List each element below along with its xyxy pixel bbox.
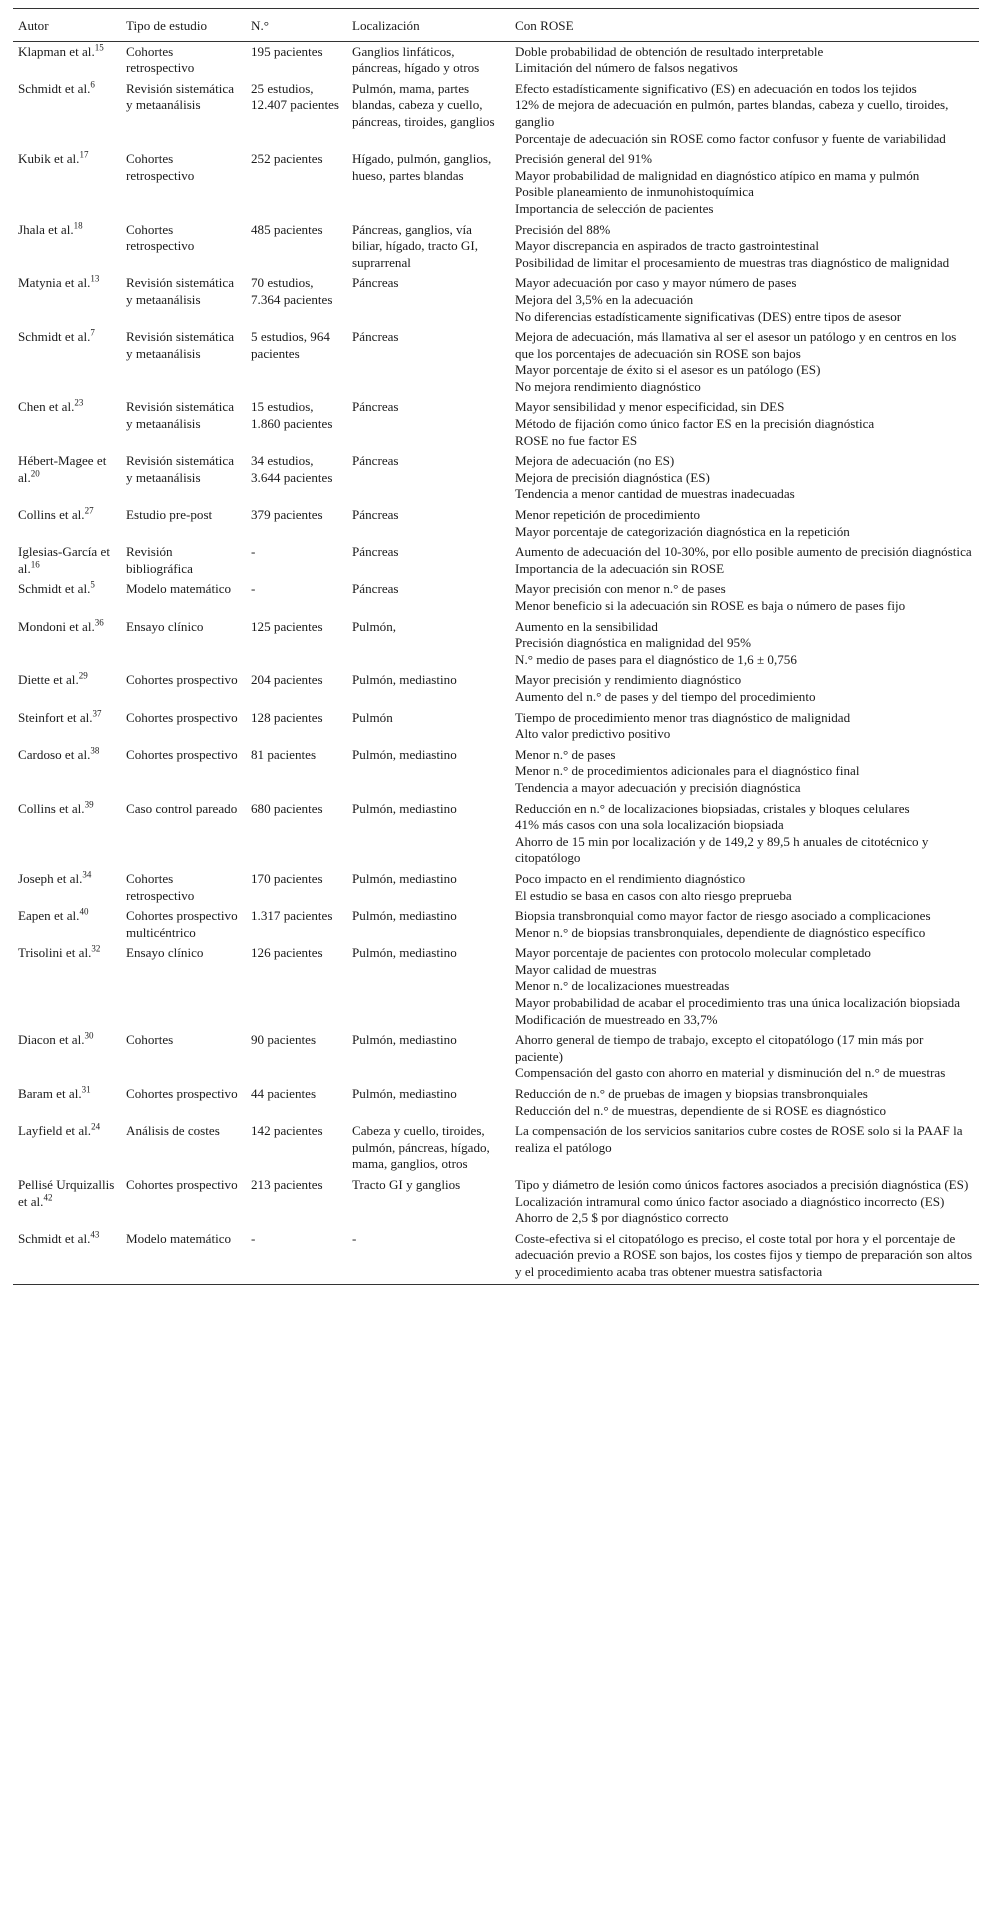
rose-finding: La compensación de los servicios sanitarios cubre costes de ROSE solo si la PAAF la realiza el patólogo: [515, 1123, 963, 1155]
cell-con-rose: [510, 149, 979, 219]
rose-finding: Precisión del 88%: [515, 221, 611, 237]
rose-finding: Mayor probabilidad de malignidad en diagnóstico atípico en mama y pulmón: [515, 167, 920, 183]
rose-finding: Reducción de n.° de pruebas de imagen y biopsias transbronquiales: [515, 1086, 868, 1102]
cell-con-rose: [510, 505, 979, 542]
rose-finding: Mayor discrepancia en aspirados de tracto gastrointestinal: [515, 238, 819, 254]
cell-tipo-estudio: Cohortes retrospectivo: [126, 870, 195, 903]
cell-n: 379 pacientes: [251, 507, 323, 523]
cell-tipo-estudio: Cohortes prospectivo: [126, 1086, 238, 1102]
author-name: Diette et al.: [18, 672, 79, 688]
table-row: [13, 273, 979, 327]
author-name: Hébert-Magee et al.: [18, 453, 107, 485]
author-name: Baram et al.: [18, 1086, 82, 1102]
cell-con-rose: [510, 943, 979, 1030]
cell-localizacion: Hígado, pulmón, ganglios, hueso, partes blandas: [352, 151, 492, 183]
cell-tipo-estudio: Cohortes prospectivo: [126, 672, 238, 688]
cell-tipo-estudio: Modelo matemático: [121, 1229, 246, 1284]
rose-finding: Limitación del número de falsos negativos: [515, 60, 738, 76]
reference-number: 31: [81, 1084, 91, 1095]
cell-localizacion: Páncreas: [352, 453, 399, 469]
rose-finding: Menor repetición de procedimiento: [515, 507, 701, 523]
cell-localizacion: Páncreas: [352, 581, 399, 597]
rose-finding: Menor n.° de procedimientos adicionales para el diagnóstico final: [515, 763, 860, 779]
rose-finding: Ahorro de 15 min por localización y de 149,2 y 89,5 h anuales de citotécnico y citopatólogo: [515, 833, 929, 866]
reference-number: 27: [84, 505, 94, 516]
rose-finding: Posibilidad de limitar el procesamiento de muestras tras diagnóstico de malignidad: [515, 254, 950, 270]
rose-finding: Importancia de la adecuación sin ROSE: [515, 560, 725, 576]
header-autor: Autor: [13, 9, 121, 42]
cell-localizacion: Pulmón, mediastino: [352, 672, 457, 688]
cell-localizacion: Pulmón, mediastino: [352, 746, 457, 762]
cell-con-rose: [510, 273, 979, 327]
cell-tipo-estudio: Cohortes prospectivo: [126, 1177, 238, 1192]
cell-localizacion: Pulmón, mediastino: [352, 1086, 457, 1102]
reference-number: 38: [90, 745, 100, 756]
table-row: [13, 505, 979, 542]
cell-con-rose: [510, 708, 979, 745]
rose-finding: Aumento en la sensibilidad: [515, 618, 658, 634]
rose-finding: Mayor porcentaje de categorización diagnóstica en la repetición: [515, 523, 850, 539]
rose-finding: Importancia de selección de pacientes: [515, 200, 714, 216]
cell-con-rose: [510, 397, 979, 451]
cell-autor: [13, 708, 121, 745]
cell-n: -: [251, 581, 256, 597]
reference-number: 5: [90, 580, 95, 591]
author-name: Schmidt et al.: [18, 581, 91, 597]
cell-con-rose: [510, 327, 979, 397]
table-row: [13, 1175, 979, 1229]
cell-autor: [13, 906, 121, 943]
cell-tipo-estudio: Cohortes retrospectivo: [126, 221, 195, 254]
rose-finding: Mejora de adecuación, más llamativa al ser el asesor un patólogo y en centros en los que los porcentajes de adecuación sin ROSE son bajos: [515, 329, 957, 361]
cell-tipo-estudio: Cohortes retrospectivo: [126, 43, 195, 76]
cell-con-rose: [510, 1175, 979, 1229]
cell-autor: [13, 1030, 121, 1084]
rose-finding: Método de fijación como único factor ES en la precisión diagnóstica: [515, 416, 875, 432]
cell-tipo-estudio: Análisis de costes: [126, 1123, 220, 1139]
reference-number: 7: [90, 327, 95, 338]
cell-n: 1.317 pacientes: [251, 908, 333, 924]
author-name: Pellisé Urquizallis et al.: [18, 1177, 115, 1209]
cell-con-rose: [510, 869, 979, 906]
rose-finding: Menor beneficio si la adecuación sin ROSE es baja o número de pases fijo: [515, 598, 906, 613]
cell-con-rose: [510, 451, 979, 505]
cell-autor: [13, 41, 121, 79]
rose-finding: Mayor porcentaje de pacientes con protocolo molecular completado: [515, 945, 871, 961]
author-name: Schmidt et al.: [18, 1230, 91, 1246]
cell-n: -: [251, 544, 256, 560]
cell-tipo-estudio: Revisión bibliográfica: [126, 544, 193, 576]
cell-tipo-estudio: Revisión sistemática y metaanálisis: [126, 329, 235, 361]
cell-n: 5 estudios, 964 pacientes: [251, 329, 330, 361]
cell-n: 125 pacientes: [251, 618, 323, 634]
cell-autor: [13, 1175, 121, 1229]
cell-n: 81 pacientes: [251, 746, 317, 762]
table-row: [13, 906, 979, 943]
cell-n: 170 pacientes: [251, 870, 323, 886]
cell-n: 485 pacientes: [251, 221, 323, 237]
cell-localizacion: Páncreas: [352, 329, 399, 345]
author-name: Steinfort et al.: [18, 709, 93, 725]
table-row: [13, 617, 979, 671]
cell-tipo-estudio: Cohortes prospectivo multicéntrico: [126, 908, 238, 940]
rose-finding: Mejora de precisión diagnóstica (ES): [515, 469, 710, 485]
cell-autor: [13, 451, 121, 505]
cell-localizacion: Pulmón, mediastino: [352, 1032, 457, 1048]
cell-n: -: [246, 1229, 347, 1284]
reference-number: 24: [91, 1121, 101, 1132]
author-name: Matynia et al.: [18, 275, 91, 291]
rose-finding: Doble probabilidad de obtención de resultado interpretable: [515, 43, 824, 59]
table-row: [13, 220, 979, 274]
cell-tipo-estudio: Cohortes: [126, 1032, 174, 1048]
rose-finding: Poco impacto en el rendimiento diagnóstico: [515, 870, 746, 886]
rose-finding: Alto valor predictivo positivo: [515, 726, 671, 742]
table-body: [13, 41, 979, 1284]
author-name: Jhala et al.: [18, 221, 74, 237]
cell-localizacion: Páncreas, ganglios, vía biliar, hígado, tracto GI, suprarrenal: [352, 221, 479, 270]
cell-autor: [13, 617, 121, 671]
table-row: [13, 1229, 979, 1284]
cell-con-rose: [510, 220, 979, 274]
table-header: [13, 9, 979, 42]
rose-finding: Mayor precisión con menor n.° de pases: [515, 581, 726, 597]
cell-localizacion: Pulmón,: [352, 618, 397, 634]
table-row: [13, 1121, 979, 1175]
reference-number: 17: [79, 149, 89, 160]
cell-n: 213 pacientes: [251, 1177, 323, 1192]
cell-localizacion: Cabeza y cuello, tiroides, pulmón, páncreas, hígado, mama, ganglios, otros: [352, 1123, 490, 1172]
cell-localizacion: -: [347, 1229, 510, 1284]
author-name: Diacon et al.: [18, 1032, 85, 1048]
header-row: [13, 9, 979, 42]
cell-tipo-estudio: Ensayo clínico: [126, 618, 204, 634]
cell-localizacion: Páncreas: [352, 544, 399, 560]
cell-con-rose: [510, 1121, 979, 1175]
reference-number: 34: [82, 869, 92, 880]
table-row: [13, 79, 979, 149]
cell-tipo-estudio: Caso control pareado: [126, 800, 238, 816]
table-row: [13, 745, 979, 799]
cell-con-rose: [510, 906, 979, 943]
reference-number: 39: [84, 799, 94, 810]
reference-number: 42: [43, 1192, 53, 1203]
cell-n: 680 pacientes: [251, 800, 323, 816]
reference-number: 18: [73, 220, 83, 231]
author-name: Schmidt et al.: [18, 329, 91, 345]
author-name: Cardoso et al.: [18, 746, 91, 762]
rose-finding: Efecto estadísticamente significativo (ES) en adecuación en todos los tejidos: [515, 80, 917, 96]
rose-finding: Compensación del gasto con ahorro en material y disminución del n.° de muestras: [515, 1065, 946, 1081]
cell-n: 34 estudios, 3.644 pacientes: [251, 453, 333, 485]
table-row: [13, 708, 979, 745]
cell-localizacion: Pulmón, mediastino: [352, 945, 457, 961]
cell-n: 70 estudios, 7.364 pacientes: [251, 275, 333, 307]
cell-autor: [13, 273, 121, 327]
reference-number: 30: [84, 1030, 94, 1041]
rose-finding: Mejora de adecuación (no ES): [515, 453, 675, 469]
cell-localizacion: Páncreas: [352, 399, 399, 415]
cell-con-rose: [510, 1229, 979, 1284]
table-row: [13, 327, 979, 397]
cell-con-rose: [510, 1030, 979, 1084]
cell-n: 204 pacientes: [251, 672, 323, 688]
cell-n: 25 estudios, 12.407 pacientes: [251, 80, 339, 113]
cell-autor: [13, 542, 121, 579]
rose-finding: Ahorro general de tiempo de trabajo, excepto el citopatólogo (17 min más por paciente): [515, 1032, 924, 1064]
cell-autor: [13, 1084, 121, 1121]
rose-finding: ROSE no fue factor ES: [515, 432, 638, 448]
table-row: [13, 579, 979, 616]
cell-tipo-estudio: Revisión sistemática y metaanálisis: [126, 399, 235, 432]
reference-number: 23: [74, 398, 84, 409]
rose-finding: No mejora rendimiento diagnóstico: [515, 378, 701, 394]
rose-finding: Tipo y diámetro de lesión como únicos factores asociados a precisión diagnóstica (ES): [515, 1177, 969, 1192]
cell-autor: [13, 869, 121, 906]
cell-n: 15 estudios, 1.860 pacientes: [251, 399, 333, 432]
cell-con-rose: [510, 745, 979, 799]
rose-finding: Mayor precisión y rendimiento diagnóstico: [515, 672, 742, 688]
cell-localizacion: Pulmón: [352, 709, 393, 725]
cell-autor: [13, 670, 121, 707]
author-name: Iglesias-García et al.: [18, 544, 110, 576]
reference-number: 13: [90, 273, 100, 284]
reference-number: 16: [30, 559, 40, 570]
author-name: Collins et al.: [18, 800, 85, 816]
rose-finding: Coste-efectiva si el citopatólogo es preciso, el coste total por hora y el porcentaje de adecuación previo a ROSE son bajos, los costes fijos y tiempo de preparación son altos y el procedimiento acaba tras obtener muestra satisfactoria: [515, 1230, 973, 1279]
header-con-rose: Con ROSE: [510, 9, 979, 42]
reference-number: 32: [91, 943, 101, 954]
rose-finding: Reducción del n.° de muestras, dependiente de si ROSE es diagnóstico: [515, 1102, 887, 1118]
rose-finding: Aumento del n.° de pases y del tiempo del procedimiento: [515, 688, 816, 704]
cell-con-rose: [510, 79, 979, 149]
table-row: [13, 869, 979, 906]
cell-tipo-estudio: Modelo matemático: [126, 581, 232, 597]
rose-finding: Biopsia transbronquial como mayor factor de riesgo asociado a complicaciones: [515, 908, 931, 924]
cell-autor: [13, 799, 121, 869]
cell-autor: [13, 1229, 121, 1284]
cell-n: 252 pacientes: [251, 151, 323, 167]
reference-number: 40: [79, 906, 89, 917]
table-row: [13, 397, 979, 451]
cell-autor: [13, 327, 121, 397]
cell-n: 195 pacientes: [251, 43, 323, 59]
cell-tipo-estudio: Ensayo clínico: [126, 945, 204, 961]
cell-tipo-estudio: Revisión sistemática y metaanálisis: [126, 80, 235, 113]
cell-con-rose: [510, 670, 979, 707]
rose-finding: No diferencias estadísticamente significativas (DES) entre tipos de asesor: [515, 308, 902, 324]
author-name: Eapen et al.: [18, 908, 80, 924]
table-row: [13, 1084, 979, 1121]
study-table-container: [13, 8, 979, 1285]
author-name: Collins et al.: [18, 507, 85, 523]
table-row: [13, 943, 979, 1030]
reference-number: 6: [90, 79, 95, 90]
reference-number: 29: [78, 671, 88, 682]
cell-n: 128 pacientes: [251, 709, 323, 725]
rose-finding: Posible planeamiento de inmunohistoquímica: [515, 184, 754, 200]
rose-finding: Aumento de adecuación del 10-30%, por ello posible aumento de precisión diagnóstica: [515, 544, 972, 560]
cell-n: 126 pacientes: [251, 945, 323, 961]
rose-finding: Menor n.° de localizaciones muestreadas: [515, 978, 730, 994]
rose-finding: Modificación de muestreado en 33,7%: [515, 1011, 718, 1027]
cell-autor: [13, 943, 121, 1030]
author-name: Trisolini et al.: [18, 945, 92, 961]
cell-con-rose: [510, 799, 979, 869]
cell-tipo-estudio: Revisión sistemática y metaanálisis: [126, 453, 235, 485]
table-row: [13, 451, 979, 505]
rose-finding: Tiempo de procedimiento menor tras diagnóstico de malignidad: [515, 709, 851, 725]
rose-finding: N.° medio de pases para el diagnóstico de 1,6 ± 0,756: [515, 651, 797, 667]
author-name: Klapman et al.: [18, 43, 95, 59]
cell-autor: [13, 220, 121, 274]
rose-finding: Mayor calidad de muestras: [515, 961, 657, 977]
reference-number: 43: [90, 1229, 100, 1240]
header-localizacion: Localización: [347, 9, 510, 42]
author-name: Kubik et al.: [18, 151, 80, 167]
rose-finding: Menor n.° de biopsias transbronquiales, dependiente de diagnóstico específico: [515, 924, 926, 940]
cell-localizacion: Páncreas: [352, 275, 399, 291]
author-name: Mondoni et al.: [18, 618, 95, 634]
rose-finding: Ahorro de 2,5 $ por diagnóstico correcto: [515, 1210, 729, 1226]
rose-finding: Mayor porcentaje de éxito si el asesor es un patólogo (ES): [515, 362, 821, 378]
reference-number: 15: [94, 42, 104, 53]
rose-finding: Precisión general del 91%: [515, 151, 653, 167]
header-tipo-estudio: Tipo de estudio: [121, 9, 246, 42]
cell-con-rose: [510, 617, 979, 671]
cell-n: 142 pacientes: [251, 1123, 323, 1139]
rose-finding: 12% de mejora de adecuación en pulmón, partes blandas, cabeza y cuello, tiroides, ganglio: [515, 97, 949, 129]
rose-finding: Tendencia a menor cantidad de muestras inadecuadas: [515, 486, 795, 502]
author-name: Chen et al.: [18, 399, 75, 415]
table-row: [13, 799, 979, 869]
rose-finding: 41% más casos con una sola localización biopsiada: [515, 817, 784, 833]
author-name: Joseph et al.: [18, 870, 83, 886]
table-row: [13, 542, 979, 579]
cell-con-rose: [510, 542, 979, 579]
cell-tipo-estudio: Revisión sistemática y metaanálisis: [126, 275, 235, 307]
cell-localizacion: Pulmón, mediastino: [352, 800, 457, 816]
reference-number: 20: [30, 468, 40, 479]
author-name: Schmidt et al.: [18, 80, 91, 96]
cell-con-rose: [510, 579, 979, 616]
cell-autor: [13, 79, 121, 149]
cell-autor: [13, 397, 121, 451]
table-row: [13, 149, 979, 219]
cell-tipo-estudio: Estudio pre-post: [126, 507, 213, 523]
table-row: [13, 41, 979, 79]
cell-autor: [13, 1121, 121, 1175]
table-row: [13, 1030, 979, 1084]
cell-autor: [13, 579, 121, 616]
rose-finding: Mayor probabilidad de acabar el procedimiento tras una única localización biopsiada: [515, 995, 961, 1011]
cell-con-rose: [510, 1084, 979, 1121]
cell-autor: [13, 149, 121, 219]
cell-tipo-estudio: Cohortes prospectivo: [126, 709, 238, 725]
reference-number: 36: [94, 617, 104, 628]
rose-finding: Localización intramural como único factor asociado a diagnóstico incorrecto (ES): [515, 1193, 945, 1209]
rose-finding: Tendencia a mayor adecuación y precisión diagnóstica: [515, 779, 801, 795]
rose-studies-table: [13, 8, 979, 1285]
cell-tipo-estudio: Cohortes retrospectivo: [126, 151, 195, 183]
reference-number: 37: [92, 708, 102, 719]
rose-finding: Menor n.° de pases: [515, 746, 616, 762]
rose-finding: Porcentaje de adecuación sin ROSE como factor confusor y fuente de variabilidad: [515, 130, 946, 146]
cell-localizacion: Páncreas: [352, 507, 399, 523]
cell-localizacion: Pulmón, mediastino: [352, 870, 457, 886]
rose-finding: Reducción en n.° de localizaciones biopsiadas, cristales y bloques celulares: [515, 800, 910, 816]
table-row: [13, 670, 979, 707]
cell-autor: [13, 505, 121, 542]
rose-finding: Mayor sensibilidad y menor especificidad, sin DES: [515, 399, 785, 415]
cell-localizacion: Tracto GI y ganglios: [352, 1177, 461, 1192]
rose-finding: Mejora del 3,5% en la adecuación: [515, 291, 694, 307]
cell-localizacion: Pulmón, mama, partes blandas, cabeza y cuello, páncreas, tiroides, ganglios: [352, 80, 495, 129]
rose-finding: Mayor adecuación por caso y mayor número de pases: [515, 275, 797, 291]
author-name: Layfield et al.: [18, 1123, 92, 1139]
cell-localizacion: Ganglios linfáticos, páncreas, hígado y otros: [352, 43, 480, 76]
cell-localizacion: Pulmón, mediastino: [352, 908, 457, 924]
rose-finding: Precisión diagnóstica en malignidad del 95%: [515, 635, 751, 651]
cell-n: 44 pacientes: [251, 1086, 317, 1102]
cell-n: 90 pacientes: [251, 1032, 317, 1048]
header-n: N.°: [246, 9, 347, 42]
cell-tipo-estudio: Cohortes prospectivo: [126, 746, 238, 762]
rose-finding: El estudio se basa en casos con alto riesgo preprueba: [515, 887, 792, 903]
cell-con-rose: [510, 41, 979, 79]
cell-autor: [13, 745, 121, 799]
